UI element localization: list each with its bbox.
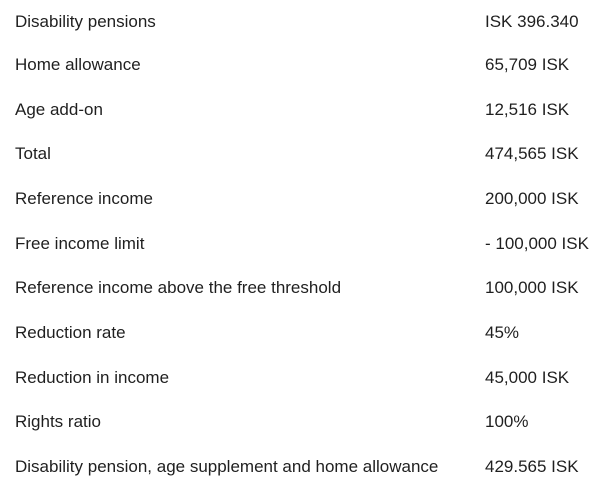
row-label: Total — [15, 144, 51, 164]
row-value: 65,709 ISK — [485, 54, 570, 74]
row-value: 12,516 ISK — [485, 99, 570, 119]
row-label: Reference income — [15, 188, 153, 208]
row-label: Age add-on — [15, 99, 103, 119]
row-value: 100,000 ISK — [485, 278, 579, 298]
table-row-total — [0, 131, 612, 176]
table-row-age-add-on — [0, 87, 612, 132]
row-label: Reference income above the free threshold — [15, 278, 342, 298]
row-value: 100% — [485, 412, 529, 432]
row-label: Reduction in income — [15, 367, 170, 387]
row-value: - 100,000 ISK — [485, 233, 589, 253]
table-row-reference-income-above-threshold — [0, 265, 612, 310]
table-row-free-income-limit — [0, 221, 612, 266]
table-row-disability-pensions — [0, 0, 612, 42]
row-label: Home allowance — [15, 54, 141, 74]
row-value: 45,000 ISK — [485, 367, 570, 387]
table-row-reference-income — [0, 176, 612, 221]
row-value: 429.565 ISK — [485, 457, 579, 477]
row-label: Rights ratio — [15, 412, 101, 432]
row-value: ISK 396.340 — [485, 11, 579, 31]
row-value: 474,565 ISK — [485, 144, 579, 164]
table-row-final-benefit — [0, 444, 612, 489]
row-label: Disability pensions — [15, 11, 156, 31]
row-value: 200,000 ISK — [485, 188, 579, 208]
table-row-reduction-rate — [0, 310, 612, 355]
row-value: 45% — [485, 322, 520, 342]
table-row-home-allowance — [0, 42, 612, 87]
row-label: Disability pension, age supplement and home allowance — [15, 457, 439, 477]
table-row-rights-ratio — [0, 400, 612, 445]
table-row-reduction-in-income — [0, 355, 612, 400]
row-label: Reduction rate — [15, 322, 126, 342]
row-label: Free income limit — [15, 233, 145, 253]
